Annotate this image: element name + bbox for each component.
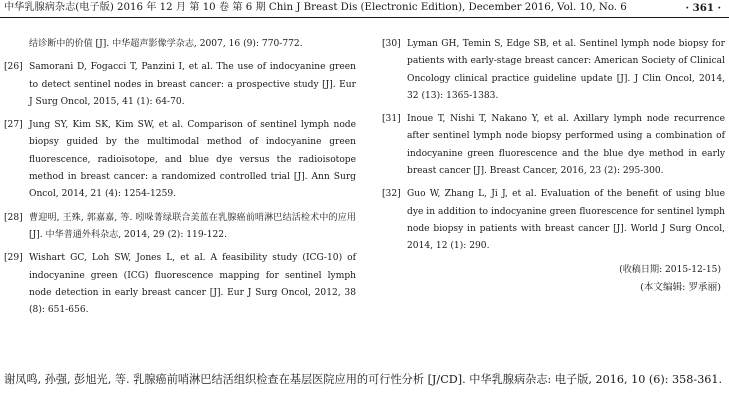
reference-text: 曹迎明, 王殊, 郭嘉嘉, 等. 吲哚菁绿联合美蓝在乳腺癌前哨淋巴结活检术中的应用 [J]. 中华普通外科杂志, 2014, 29 (2): 119-122. <box>29 212 356 240</box>
reference-text: Inoue T, Nishi T, Nakano Y, et al. Axillary lymph node recurrence after sentinel lymph node biopsy performed using a combination of indocyanine green fluorescence and the blue dye method in early breast cancer [J]. Breast Cancer, 2016, 23 (2): 295-300. <box>407 114 725 177</box>
header-divider <box>0 17 729 18</box>
right-column <box>382 36 725 296</box>
article-citation: 谢凤鸣, 孙强, 彭旭光, 等. 乳腺癌前哨淋巴结活组织检查在基层医院应用的可行性分析 [J/CD]. 中华乳腺病杂志: 电子版, 2016, 10 (6): 358-361. <box>4 373 723 386</box>
reference-text: Guo W, Zhang L, Ji J, et al. Evaluation of the benefit of using blue dye in addition to indocyanine green fluorescence for sentinel lymph node biopsy in patients with breast cancer [J]. World J Surg Oncol, 2014, 12 (1): 290. <box>407 189 725 252</box>
reference-number: [30] <box>382 39 401 49</box>
reference-text: Wishart GC, Loh SW, Jones L, et al. A feasibility study (ICG-10) of indocyanine green (ICG) fluorescence mapping for sentinel lymph node detection in early breast cancer [J]. Eur J Surg Oncol, 2012, 38 (8): 651-656. <box>29 253 356 316</box>
reference-30 <box>382 36 725 105</box>
page-number: · 361 · <box>685 2 721 14</box>
reference-28 <box>4 210 356 245</box>
journal-info: 中华乳腺病杂志(电子版) 2016 年 12 月 第 10 卷 第 6 期 Chin J Breast Dis (Electronic Edition), December 2016, Vol. 10, No. 6 <box>4 2 627 13</box>
reference-31 <box>382 111 725 180</box>
left-column <box>4 36 356 325</box>
reference-number: [27] <box>4 120 23 131</box>
reference-26 <box>4 59 356 111</box>
reference-text: Lyman GH, Temin S, Edge SB, et al. Sentinel lymph node biopsy for patients with early-stage breast cancer: American Society of Clinical Oncology clinical practice guideline update [J]. J Clin Oncol, 2014, 32 (13): 1365-1383. <box>407 39 725 101</box>
reference-number: [31] <box>382 114 401 125</box>
reference-number: [29] <box>4 253 23 264</box>
reference-number: [32] <box>382 189 401 200</box>
reference-number: [26] <box>4 62 23 73</box>
running-header <box>4 0 725 18</box>
reference-29 <box>4 250 356 319</box>
reference-text: Samorani D, Fogacci T, Panzini I, et al. The use of indocyanine green to detect sentinel nodes in breast cancer: a prospective study [J]. Eur J Surg Oncol, 2015, 41 (1): 64-70. <box>29 62 356 107</box>
reference-number: [28] <box>4 212 23 223</box>
reference-continued <box>4 36 356 53</box>
reference-text: Jung SY, Kim SK, Kim SW, et al. Comparison of sentinel lymph node biopsy guided by the multimodal method of indocyanine green fluorescence, radioisotope, and blue dye versus the radioisotope method in breast cancer: a randomized controlled trial [J]. Ann Surg Oncol, 2014, 21 (4): 1254-1259. <box>29 120 356 200</box>
reference-32 <box>382 186 725 255</box>
received-date: (收稿日期: 2015-12-15) <box>619 264 721 275</box>
reference-27 <box>4 117 356 203</box>
reference-text: 结诊断中的价值 [J]. 中华超声影像学杂志, 2007, 16 (9): 770-772. <box>29 39 303 49</box>
editor-note: (本文编辑: 罗承丽) <box>640 281 721 293</box>
